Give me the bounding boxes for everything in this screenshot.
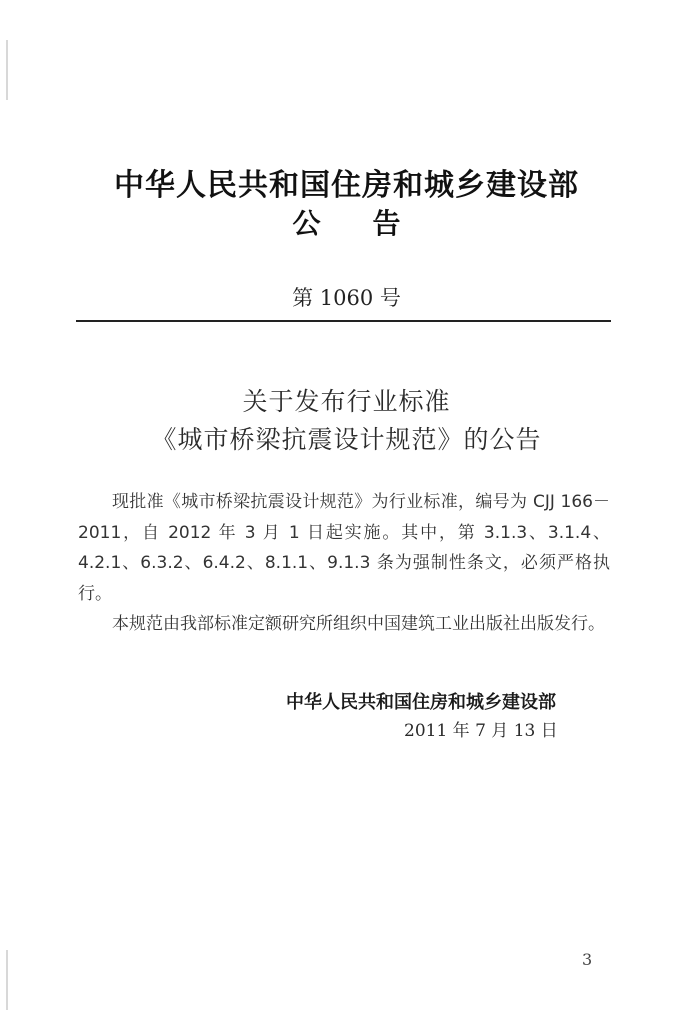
body-paragraph: 本规范由我部标准定额研究所组织中国建筑工业出版社出版发行。 (112, 614, 605, 634)
document-type-heading (0, 202, 693, 242)
header-divider (76, 320, 611, 322)
scan-edge-mark (6, 950, 8, 1010)
document-type-char: 公 (292, 207, 321, 240)
page-number: 3 (582, 950, 593, 969)
signature-organization: 中华人民共和国住房和城乡建设部 (286, 692, 556, 713)
article-title-line-2: 《城市桥梁抗震设计规范》的公告 (151, 425, 542, 454)
issuer-heading: 中华人民共和国住房和城乡建设部 (114, 168, 579, 203)
article-title-line-1: 关于发布行业标准 (242, 387, 451, 416)
announcement-body (78, 487, 610, 640)
scan-edge-mark (6, 40, 8, 100)
notice-number: 第 1060 号 (292, 286, 401, 310)
document-type-char: 告 (372, 207, 401, 240)
body-paragraph: 现批准《城市桥梁抗震设计规范》为行业标准，编号为 CJJ 166－2011，自 2012 年 3 月 1 日起实施。其中，第 3.1.3、3.1.4、4.2.1、6.3.2、6.4.2、8.1.1、9.1.3 条为强制性条文，必须严格执行。 (78, 492, 610, 604)
signature-date: 2011 年 7 月 13 日 (404, 721, 558, 741)
